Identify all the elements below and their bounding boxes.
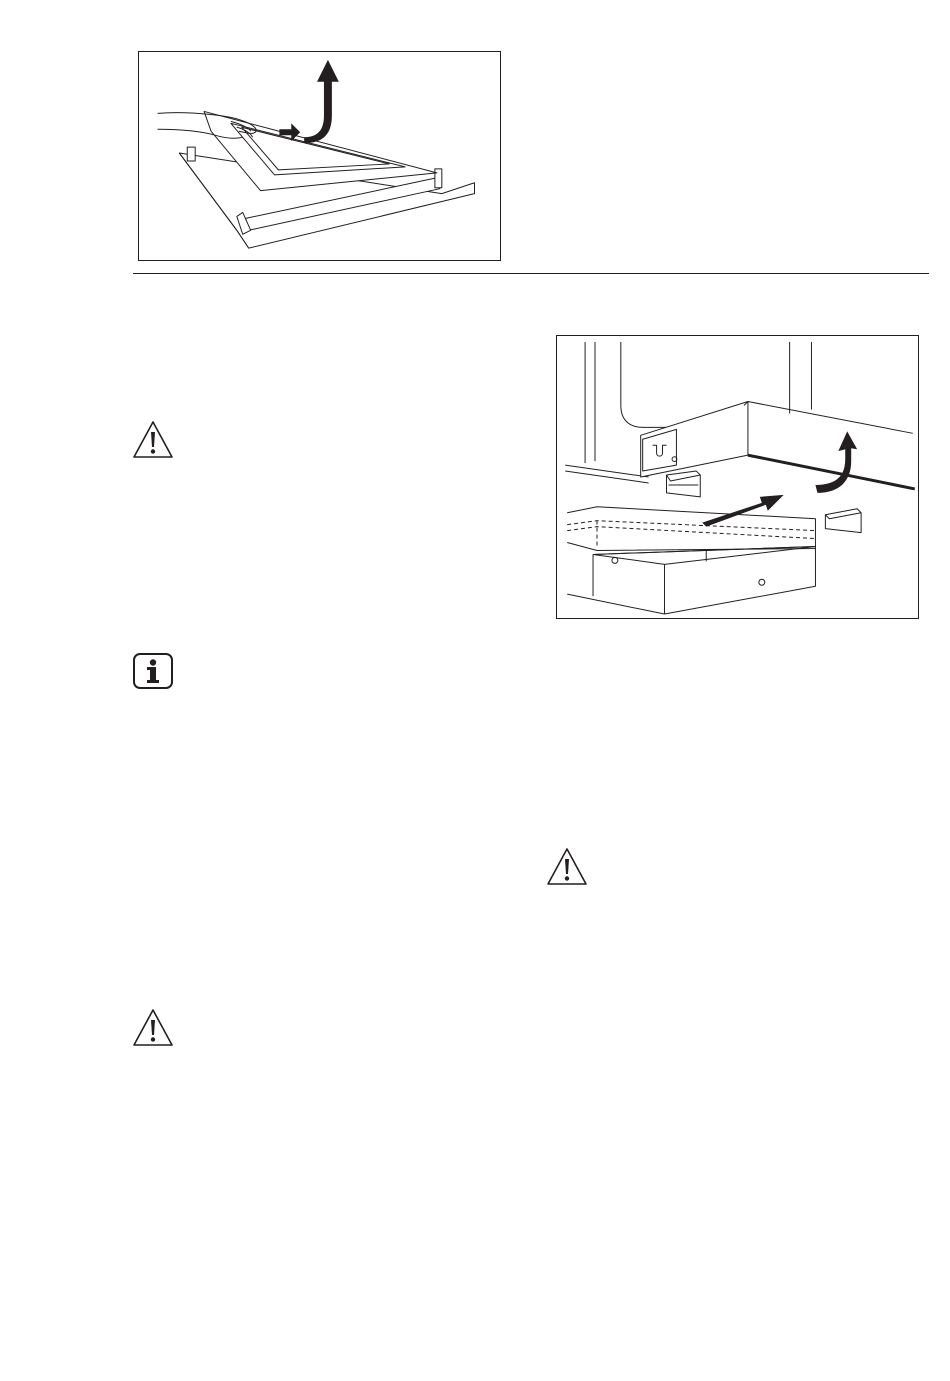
door-glass-removal-illustration	[139, 52, 500, 260]
tray-insertion-illustration	[557, 336, 918, 618]
warning-triangle-icon	[131, 419, 175, 461]
tray-insertion-figure	[556, 335, 919, 619]
section-divider	[133, 273, 929, 274]
warning-triangle-icon	[545, 846, 589, 888]
information-icon	[132, 652, 174, 690]
warning-triangle-icon	[131, 1007, 175, 1049]
door-glass-removal-figure	[138, 51, 501, 261]
